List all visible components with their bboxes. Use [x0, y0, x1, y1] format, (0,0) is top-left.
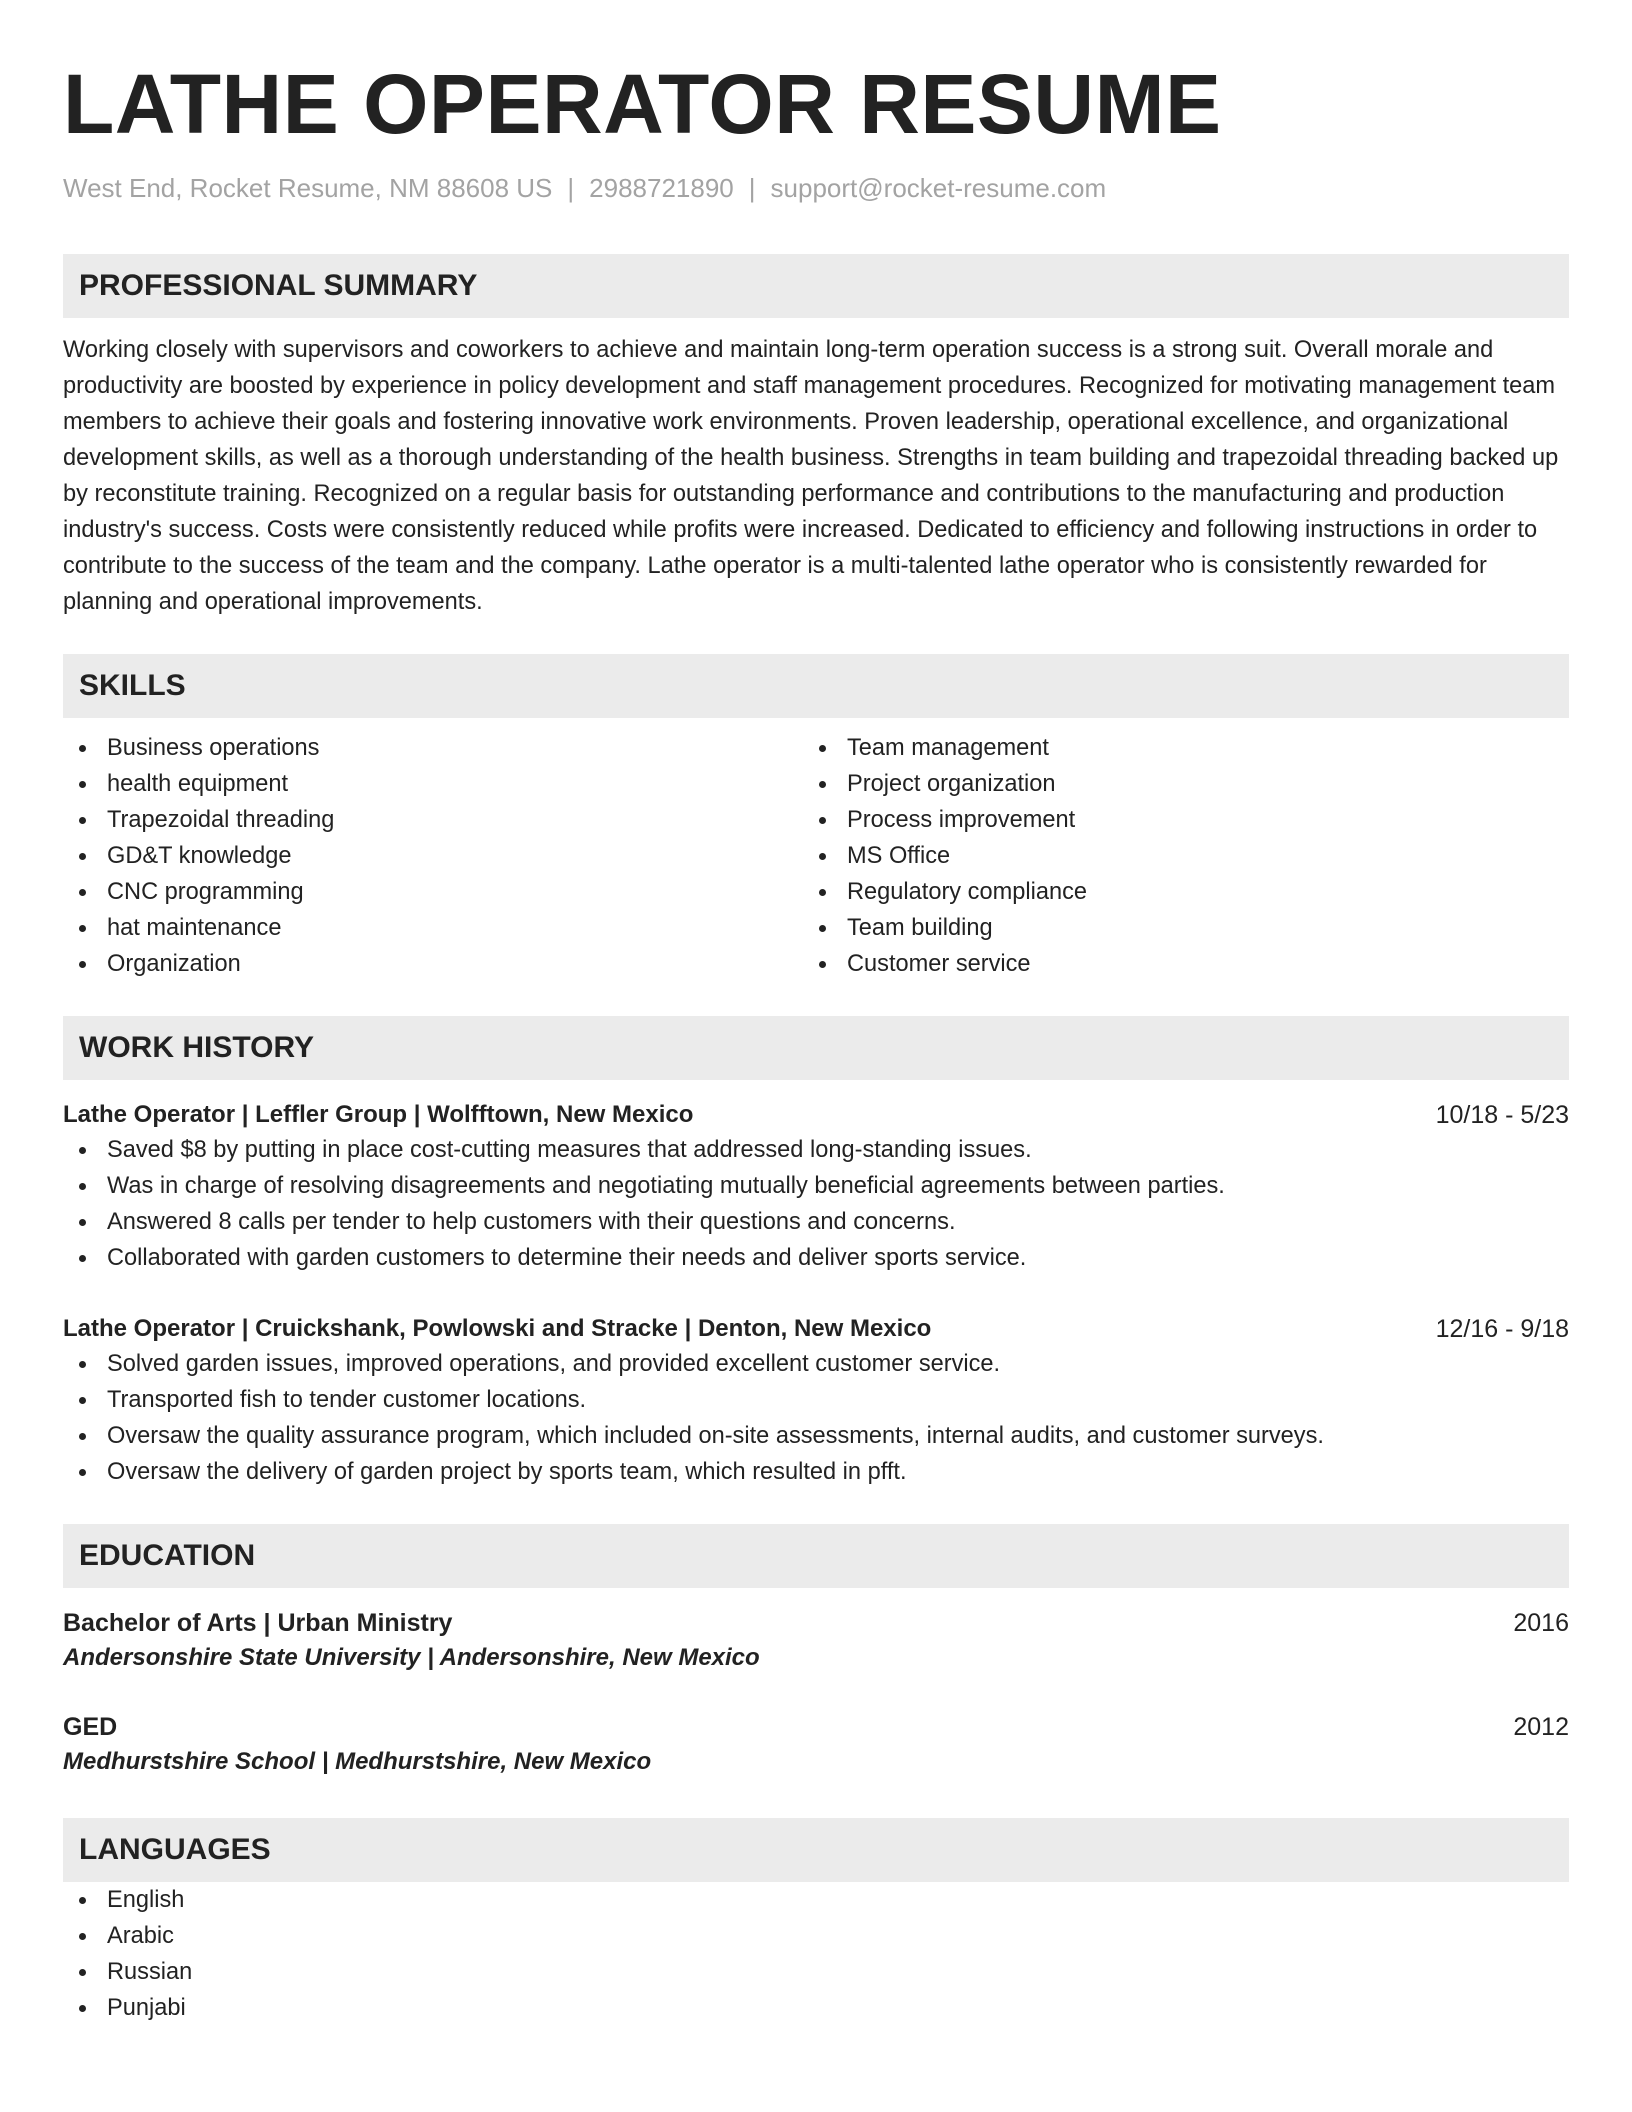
job-bullet: Answered 8 calls per tender to help customers with their questions and concerns.: [63, 1204, 1569, 1240]
job-bullet: Saved $8 by putting in place cost-cutting measures that addressed long-standing issues.: [63, 1132, 1569, 1168]
skill-item: Business operations: [63, 730, 803, 766]
skill-item: Process improvement: [803, 802, 1569, 838]
skill-item: Organization: [63, 946, 803, 982]
skill-item: hat maintenance: [63, 910, 803, 946]
job-bullet: Solved garden issues, improved operations, and provided excellent customer service.: [63, 1346, 1569, 1382]
job-bullet: Transported fish to tender customer locations.: [63, 1382, 1569, 1418]
education-entry: [63, 1606, 1569, 1676]
education-school: Medhurstshire School | Medhurstshire, New Mexico: [63, 1748, 652, 1775]
contact-separator: |: [748, 173, 756, 203]
skill-item: GD&T knowledge: [63, 838, 803, 874]
job-entry: [63, 1098, 1569, 1276]
contact-address: West End, Rocket Resume, NM 88608 US: [63, 173, 553, 203]
job-entry: [63, 1312, 1569, 1490]
education-heading: EDUCATION: [63, 1524, 1569, 1588]
contact-phone: 2988721890: [589, 173, 734, 203]
job-bullet: Oversaw the quality assurance program, which included on-site assessments, internal audits, and customer surveys.: [63, 1418, 1569, 1454]
skills-columns: [63, 730, 1569, 982]
summary-text: Working closely with supervisors and coworkers to achieve and maintain long-term operation success is a strong suit. Overall morale and productivity are boosted by experience in policy development and staff management procedures. Recognized for motivating management team members to achieve their goals and fostering innovative work environments. Proven leadership, operational excellence, and organizational development skills, as well as a thorough understanding of the health business. Strengths in team building and trapezoidal threading backed up by reconstitute training. Recognized on a regular basis for outstanding performance and contributions to the manufacturing and production industry's success. Costs were consistently reduced while profits were increased. Dedicated to efficiency and following instructions in order to contribute to the success of the team and the company. Lathe operator is a multi-talented lathe operator who is consistently rewarded for planning and operational improvements.: [63, 337, 1559, 615]
skills-column-left: [63, 730, 803, 982]
languages-list: [63, 1882, 1569, 2026]
contact-email: support@rocket-resume.com: [770, 173, 1107, 203]
skills-list-left: [63, 730, 803, 982]
skill-item: health equipment: [63, 766, 803, 802]
language-item: Arabic: [63, 1918, 1569, 1954]
job-dates: 12/16 - 9/18: [1435, 1315, 1569, 1343]
skill-item: Project organization: [803, 766, 1569, 802]
job-bullet: Oversaw the delivery of garden project by sports team, which resulted in pfft.: [63, 1454, 1569, 1490]
education-year: 2016: [1513, 1609, 1569, 1637]
job-title: Lathe Operator | Leffler Group | Wolfftown, New Mexico: [63, 1101, 694, 1128]
resume-title: LATHE OPERATOR RESUME: [63, 57, 1222, 151]
education-header: [63, 1606, 1569, 1640]
language-item: Russian: [63, 1954, 1569, 1990]
skill-item: Regulatory compliance: [803, 874, 1569, 910]
skill-item: Team management: [803, 730, 1569, 766]
skill-item: Customer service: [803, 946, 1569, 982]
skills-heading: SKILLS: [63, 654, 1569, 718]
job-bullets: [63, 1132, 1569, 1276]
skill-item: Team building: [803, 910, 1569, 946]
education-degree: GED: [63, 1713, 118, 1741]
work-history-heading: WORK HISTORY: [63, 1016, 1569, 1080]
job-bullets: [63, 1346, 1569, 1490]
education-degree: Bachelor of Arts | Urban Ministry: [63, 1609, 453, 1637]
language-item: English: [63, 1882, 1569, 1918]
skill-item: Trapezoidal threading: [63, 802, 803, 838]
education-header: [63, 1710, 1569, 1744]
contact-line: [63, 172, 1569, 204]
job-title: Lathe Operator | Cruickshank, Powlowski and Stracke | Denton, New Mexico: [63, 1315, 932, 1342]
skills-list-right: [803, 730, 1569, 982]
job-header: [63, 1312, 1569, 1346]
languages-heading: LANGUAGES: [63, 1818, 1569, 1882]
skill-item: MS Office: [803, 838, 1569, 874]
job-header: [63, 1098, 1569, 1132]
skills-column-right: [803, 730, 1569, 982]
skill-item: CNC programming: [63, 874, 803, 910]
education-entry: [63, 1710, 1569, 1780]
job-bullet: Collaborated with garden customers to determine their needs and deliver sports service.: [63, 1240, 1569, 1276]
job-dates: 10/18 - 5/23: [1435, 1101, 1569, 1129]
contact-separator: |: [567, 173, 575, 203]
summary-heading: PROFESSIONAL SUMMARY: [63, 254, 1569, 318]
job-bullet: Was in charge of resolving disagreements and negotiating mutually beneficial agreements between parties.: [63, 1168, 1569, 1204]
language-item: Punjabi: [63, 1990, 1569, 2026]
education-school: Andersonshire State University | Andersonshire, New Mexico: [63, 1644, 760, 1671]
education-year: 2012: [1513, 1713, 1569, 1741]
